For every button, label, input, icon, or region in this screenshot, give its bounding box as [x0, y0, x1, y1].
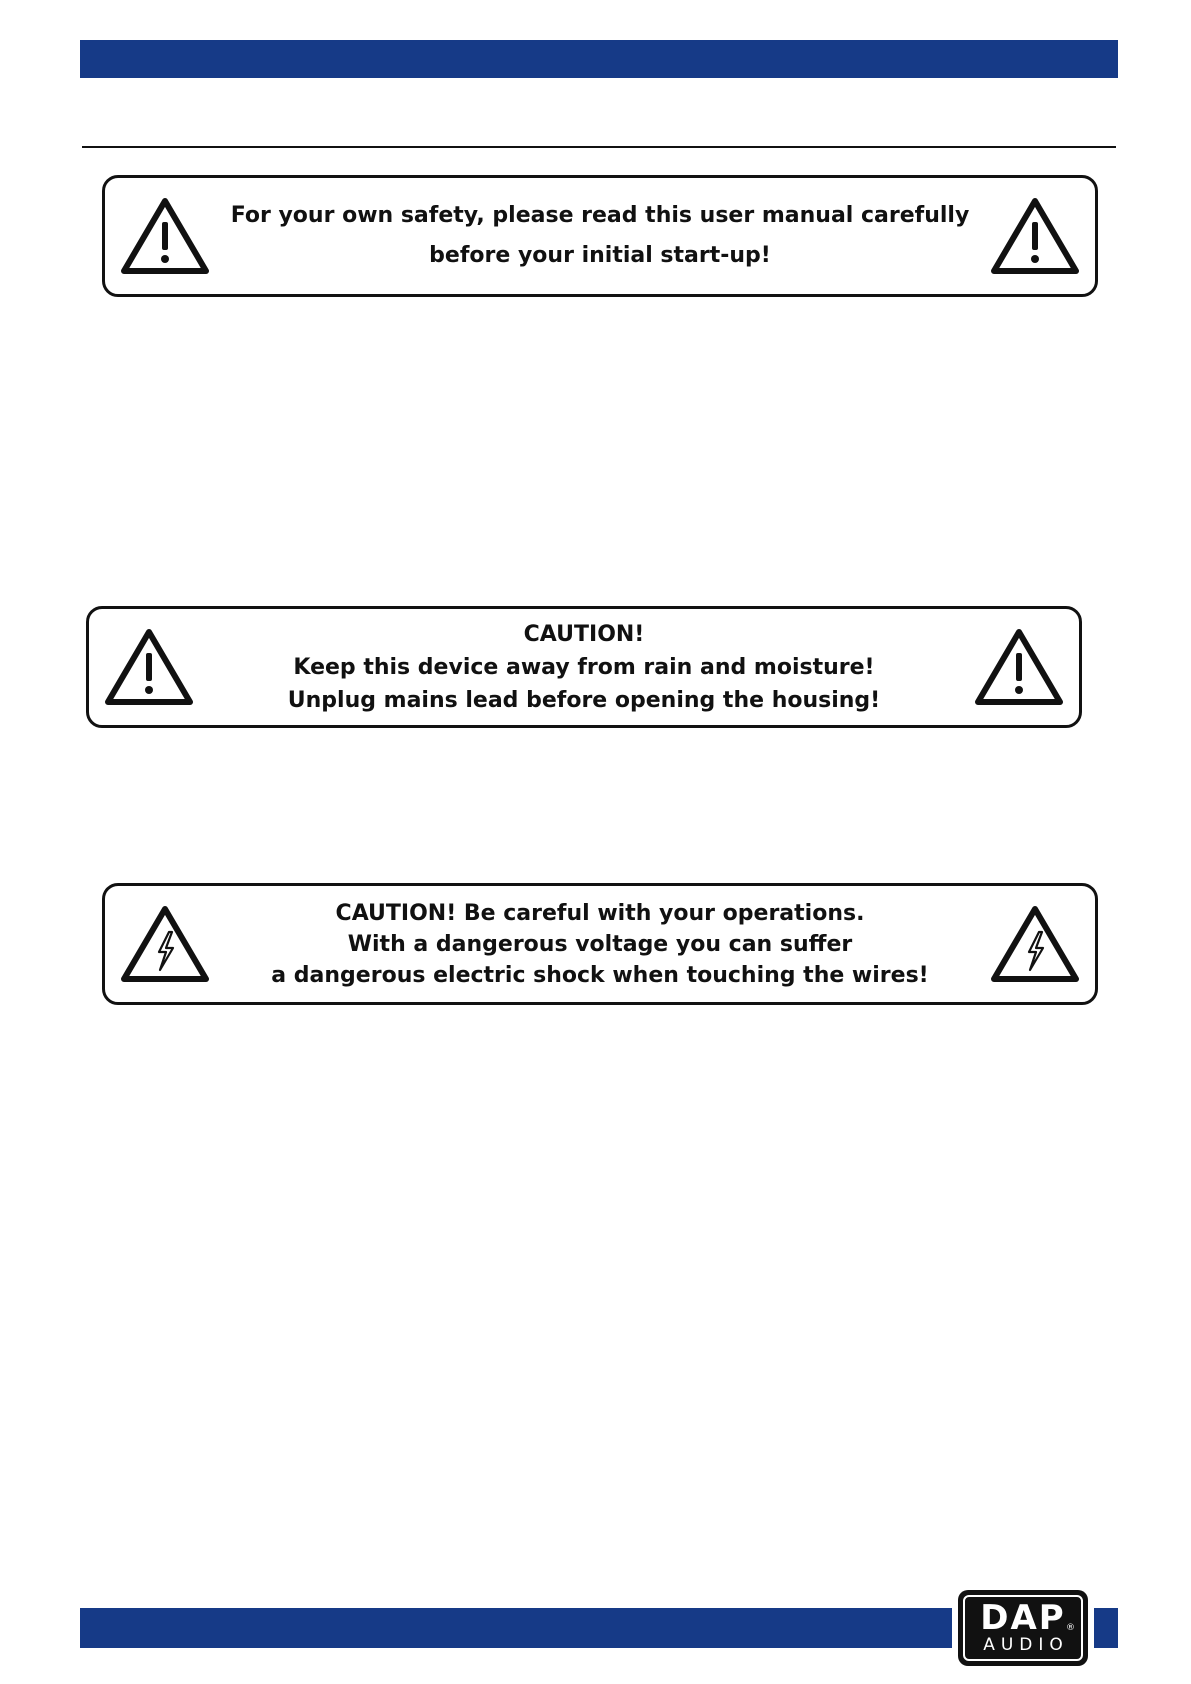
exclamation-warning-icon — [103, 627, 195, 707]
caution-line: CAUTION! Be careful with your operations. — [335, 900, 865, 926]
exclamation-warning-icon — [119, 196, 211, 276]
footer-bar — [80, 1608, 952, 1648]
header-bar — [80, 40, 1118, 78]
exclamation-warning-icon — [973, 627, 1065, 707]
warning-text — [225, 178, 975, 294]
caution-line: a dangerous electric shock when touching the wires! — [271, 962, 929, 988]
caution-text — [209, 609, 959, 725]
high-voltage-warning-icon — [989, 904, 1081, 984]
moisture-caution-box — [86, 606, 1082, 728]
logo-subtitle: AUDIO — [983, 1635, 1069, 1655]
header-divider — [82, 146, 1116, 148]
registered-mark: ® — [1066, 1623, 1075, 1633]
caution-line: CAUTION! — [523, 621, 645, 647]
caution-line: With a dangerous voltage you can suffer — [347, 931, 853, 957]
footer-bar-end — [1094, 1608, 1118, 1648]
logo-wordmark: DAP — [980, 1598, 1066, 1638]
logo-frame — [963, 1595, 1083, 1661]
high-voltage-warning-icon — [119, 904, 211, 984]
caution-line: Keep this device away from rain and moisture! — [293, 654, 875, 680]
warning-line: before your initial start-up! — [429, 243, 771, 268]
dap-audio-logo — [958, 1590, 1088, 1666]
caution-line: Unplug mains lead before opening the housing! — [287, 687, 881, 713]
safety-warning-box — [102, 175, 1098, 297]
caution-text — [225, 886, 975, 1002]
exclamation-warning-icon — [989, 196, 1081, 276]
electric-shock-caution-box — [102, 883, 1098, 1005]
warning-line: For your own safety, please read this user manual carefully — [230, 203, 970, 228]
